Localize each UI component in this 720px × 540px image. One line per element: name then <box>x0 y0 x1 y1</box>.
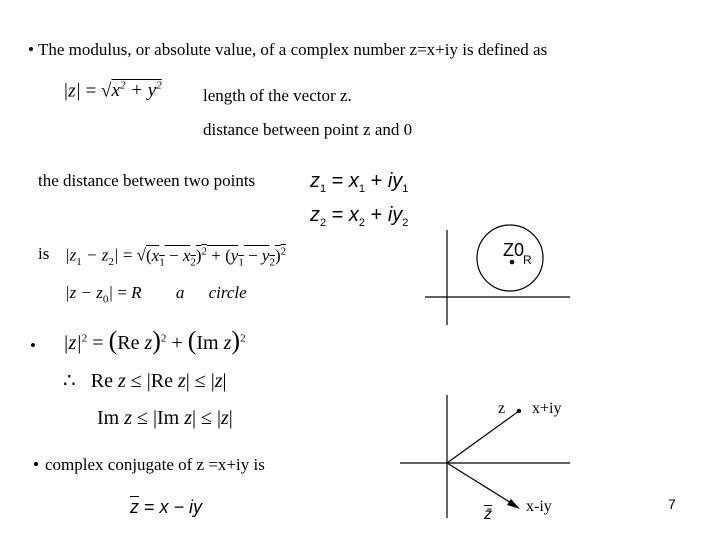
distance-note: distance between point z and 0 <box>203 120 413 139</box>
is-label: is <box>38 244 50 263</box>
re-inequality: ∴ Re z ≤ |Re z| ≤ |z| <box>63 370 227 392</box>
bullet: • <box>28 40 34 59</box>
bullet: • <box>30 336 36 355</box>
heading: The modulus, or absolute value, of a complex number z=x+iy is defined as <box>38 40 548 59</box>
circle-formula: $|z - z_0| = R$ a circle <box>65 283 247 306</box>
two-points-label: the distance between two points <box>38 171 256 190</box>
conj-heading: complex conjugate of z =x+iy is <box>45 455 265 474</box>
length-note: length of the vector z. <box>203 86 352 105</box>
z-label: z <box>498 400 506 417</box>
z-value: x+iy <box>532 400 562 417</box>
modulus-formula: $|z| = √x^2 + y^2$ <box>63 80 162 102</box>
z-vector <box>447 411 519 463</box>
radius-label: R <box>523 253 532 267</box>
z0-label: Z0 <box>503 240 525 260</box>
zbar-arrowhead <box>507 499 520 509</box>
zbar-vector <box>447 463 516 506</box>
distance-formula: $|z_1 - z_2| = √(x_1 - x_2)^2 + (y_1 - y_2)^2$ <box>65 245 287 269</box>
bullet: • <box>33 455 39 474</box>
z-point <box>517 409 521 413</box>
z2-formula: $z_2 = x_2 + iy_2$ <box>310 204 409 229</box>
z1-formula: $z_1 = x_1 + iy_1$ <box>310 170 409 195</box>
zbar-label: z̄ <box>484 506 492 523</box>
page-number: 7 <box>668 496 676 512</box>
im-inequality: Im z ≤ |Im z| ≤ |z| <box>97 407 233 429</box>
zbar-value: x-iy <box>526 498 552 515</box>
conjugate-formula: $\overline{z} = x$ − iy <box>130 497 203 517</box>
re-im-formula: $|z|^2 = (Re$ z)$^2$ + (Im z)$^2$ <box>63 326 246 355</box>
